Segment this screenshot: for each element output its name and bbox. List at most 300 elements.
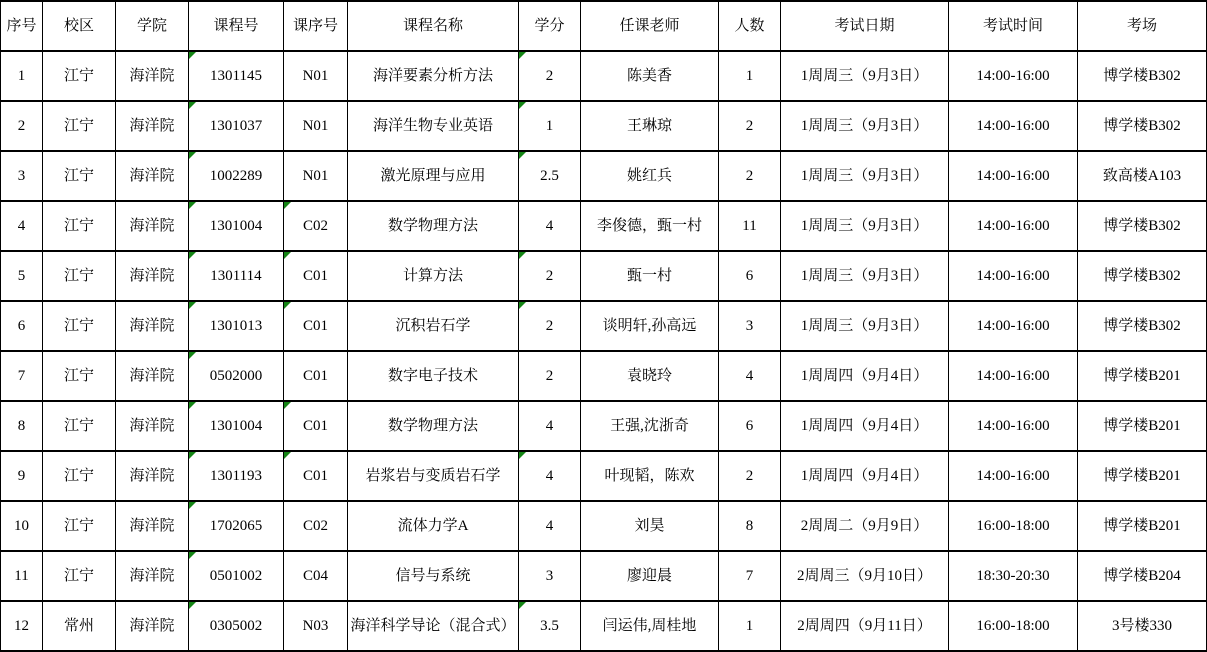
cell-course_name [348,601,519,651]
cell-college [116,451,189,501]
number-stored-as-text-indicator-icon [189,602,196,609]
cell-text-course_name: 海洋生物专业英语 [372,117,493,134]
cell-text-teacher: 王琳琼 [626,117,672,134]
cell-exam_date [781,601,949,651]
cell-exam_date [781,251,949,301]
cell-seq_no [284,501,348,551]
cell-exam_date [781,151,949,201]
cell-college [116,151,189,201]
cell-count [719,601,781,651]
cell-course_no [189,401,284,451]
column-header-course_name: 课程名称 [348,1,519,51]
cell-campus [43,201,116,251]
cell-no [1,401,43,451]
cell-text-credits: 4 [545,217,554,234]
cell-college [116,51,189,101]
cell-exam_time [949,601,1078,651]
cell-text-campus: 江宁 [63,417,94,434]
cell-text-exam_date: 2周周四（9月11日） [797,617,932,634]
cell-campus [43,351,116,401]
cell-exam_room [1078,101,1207,151]
cell-text-campus: 江宁 [63,517,94,534]
number-stored-as-text-indicator-icon [284,452,291,459]
cell-no [1,601,43,651]
cell-text-count: 2 [745,167,754,184]
table-row [1,451,1207,501]
cell-text-course_name: 海洋科学导论（混合式） [350,617,516,634]
cell-count [719,51,781,101]
cell-text-no: 10 [14,517,29,534]
cell-college [116,201,189,251]
cell-course_no [189,251,284,301]
cell-count [719,501,781,551]
cell-exam_date [781,101,949,151]
cell-text-college: 海洋院 [129,117,175,134]
cell-exam_time [949,101,1078,151]
cell-no [1,101,43,151]
cell-course_name [348,51,519,101]
number-stored-as-text-indicator-icon [519,52,526,59]
cell-exam_time [949,201,1078,251]
cell-text-course_name: 岩浆岩与变质岩石学 [365,467,501,484]
cell-text-exam_room: 博学楼B204 [1103,567,1181,584]
cell-exam_time [949,351,1078,401]
cell-campus [43,101,116,151]
cell-exam_date [781,201,949,251]
cell-exam_room [1078,551,1207,601]
cell-text-count: 1 [745,617,754,634]
cell-text-campus: 江宁 [63,567,94,584]
number-stored-as-text-indicator-icon [189,52,196,59]
cell-text-college: 海洋院 [129,417,175,434]
cell-course_name [348,401,519,451]
cell-course_name [348,101,519,151]
cell-text-no: 1 [17,67,26,84]
cell-credits [519,101,581,151]
cell-college [116,601,189,651]
cell-text-teacher: 陈美香 [626,67,672,84]
cell-text-count: 1 [745,67,754,84]
cell-teacher [581,351,719,401]
cell-text-course_no: 0305002 [209,617,263,634]
cell-text-campus: 江宁 [63,467,94,484]
number-stored-as-text-indicator-icon [284,302,291,309]
cell-text-count: 6 [745,267,754,284]
number-stored-as-text-indicator-icon [284,402,291,409]
cell-text-campus: 常州 [63,617,94,634]
cell-course_no [189,501,284,551]
cell-exam_time [949,451,1078,501]
cell-exam_date [781,51,949,101]
cell-text-campus: 江宁 [63,267,94,284]
cell-no [1,501,43,551]
cell-text-seq_no: C02 [302,217,328,234]
cell-course_no [189,551,284,601]
cell-text-count: 2 [745,467,754,484]
cell-text-college: 海洋院 [129,617,175,634]
cell-text-exam_room: 致高楼A103 [1102,167,1182,184]
cell-text-seq_no: C01 [302,417,328,434]
number-stored-as-text-indicator-icon [189,452,196,459]
number-stored-as-text-indicator-icon [519,102,526,109]
cell-text-course_no: 1301004 [209,417,263,434]
cell-text-seq_no: C01 [302,367,328,384]
cell-teacher [581,301,719,351]
cell-course_name [348,451,519,501]
cell-text-course_name: 激光原理与应用 [380,167,486,184]
cell-campus [43,51,116,101]
cell-exam_room [1078,201,1207,251]
cell-count [719,301,781,351]
cell-teacher [581,251,719,301]
number-stored-as-text-indicator-icon [519,152,526,159]
cell-text-exam_date: 1周周四（9月4日） [800,467,929,484]
cell-exam_date [781,401,949,451]
cell-seq_no [284,101,348,151]
cell-exam_time [949,551,1078,601]
cell-text-campus: 江宁 [63,217,94,234]
cell-count [719,551,781,601]
cell-text-campus: 江宁 [63,67,94,84]
cell-teacher [581,101,719,151]
cell-text-count: 3 [745,317,754,334]
table-header [1,1,1207,51]
cell-text-credits: 2 [545,267,554,284]
cell-text-seq_no: N01 [302,167,329,184]
cell-text-teacher: 闫运伟,周桂地 [602,617,697,634]
table-body [1,51,1207,651]
cell-text-course_no: 1301193 [210,467,262,484]
cell-text-credits: 3.5 [540,617,559,634]
cell-text-exam_room: 博学楼B201 [1103,367,1181,384]
cell-course_no [189,151,284,201]
cell-count [719,101,781,151]
cell-seq_no [284,601,348,651]
cell-text-exam_time: 14:00-16:00 [976,67,1050,84]
cell-text-exam_room: 博学楼B302 [1103,67,1181,84]
cell-text-credits: 3 [545,567,554,584]
table-row [1,101,1207,151]
cell-exam_time [949,51,1078,101]
cell-text-teacher: 谈明轩,孙高远 [602,317,697,334]
cell-text-course_name: 计算方法 [402,267,463,284]
cell-text-course_no: 1301013 [209,317,263,334]
cell-text-exam_date: 1周周三（9月3日） [800,267,929,284]
cell-text-exam_room: 博学楼B302 [1103,117,1181,134]
cell-college [116,351,189,401]
number-stored-as-text-indicator-icon [189,302,196,309]
cell-text-seq_no: C01 [302,467,328,484]
cell-course_name [348,351,519,401]
cell-text-exam_date: 1周周四（9月4日） [800,367,929,384]
cell-text-count: 6 [745,417,754,434]
cell-course_no [189,201,284,251]
cell-exam_time [949,151,1078,201]
cell-text-teacher: 姚红兵 [626,167,672,184]
column-header-campus: 校区 [43,1,116,51]
cell-text-no: 11 [14,567,29,584]
cell-text-teacher: 叶现韬，陈欢 [604,467,695,484]
cell-text-credits: 2 [545,367,554,384]
cell-text-exam_room: 博学楼B201 [1103,517,1181,534]
cell-text-no: 3 [17,167,26,184]
cell-text-college: 海洋院 [129,167,175,184]
number-stored-as-text-indicator-icon [519,302,526,309]
cell-text-seq_no: N01 [302,67,329,84]
cell-text-count: 7 [745,567,754,584]
cell-text-exam_time: 14:00-16:00 [976,117,1050,134]
cell-exam_room [1078,401,1207,451]
cell-text-college: 海洋院 [129,467,175,484]
cell-college [116,251,189,301]
cell-text-exam_date: 1周周四（9月4日） [800,417,929,434]
cell-campus [43,451,116,501]
cell-text-seq_no: C02 [302,517,328,534]
cell-campus [43,501,116,551]
number-stored-as-text-indicator-icon [519,452,526,459]
cell-teacher [581,501,719,551]
cell-text-exam_room: 博学楼B302 [1103,317,1181,334]
cell-college [116,501,189,551]
cell-teacher [581,451,719,501]
cell-seq_no [284,151,348,201]
number-stored-as-text-indicator-icon [284,252,291,259]
cell-credits [519,551,581,601]
cell-text-course_no: 0502000 [209,367,263,384]
cell-text-exam_date: 1周周三（9月3日） [800,67,929,84]
cell-seq_no [284,451,348,501]
cell-college [116,301,189,351]
cell-text-exam_room: 博学楼B201 [1103,467,1181,484]
cell-text-college: 海洋院 [129,567,175,584]
cell-teacher [581,51,719,101]
cell-text-credits: 1 [545,117,554,134]
cell-text-course_no: 1301114 [210,267,262,284]
cell-no [1,151,43,201]
cell-credits [519,201,581,251]
cell-text-college: 海洋院 [129,317,175,334]
header-row [1,1,1207,51]
number-stored-as-text-indicator-icon [189,252,196,259]
cell-credits [519,251,581,301]
cell-campus [43,301,116,351]
cell-text-credits: 2.5 [540,167,559,184]
cell-course_name [348,201,519,251]
cell-count [719,351,781,401]
number-stored-as-text-indicator-icon [189,402,196,409]
table-row [1,601,1207,651]
cell-text-course_name: 数字电子技术 [387,367,478,384]
cell-text-course_no: 1301004 [209,217,263,234]
cell-teacher [581,601,719,651]
table-row [1,551,1207,601]
cell-course_no [189,451,284,501]
cell-course_no [189,351,284,401]
cell-credits [519,401,581,451]
table-row [1,351,1207,401]
cell-text-no: 12 [14,617,29,634]
cell-course_name [348,301,519,351]
cell-text-exam_room: 博学楼B302 [1103,267,1181,284]
cell-text-exam_time: 14:00-16:00 [976,317,1050,334]
cell-text-count: 2 [745,117,754,134]
number-stored-as-text-indicator-icon [284,202,291,209]
cell-course_no [189,101,284,151]
cell-text-seq_no: N01 [302,117,329,134]
cell-text-no: 6 [17,317,26,334]
cell-text-exam_time: 14:00-16:00 [976,467,1050,484]
cell-text-no: 2 [17,117,26,134]
cell-text-exam_time: 14:00-16:00 [976,217,1050,234]
column-header-teacher: 任课老师 [581,1,719,51]
cell-text-seq_no: N03 [302,617,329,634]
cell-text-campus: 江宁 [63,317,94,334]
cell-course_no [189,601,284,651]
cell-no [1,301,43,351]
cell-no [1,551,43,601]
cell-text-course_no: 1002289 [209,167,263,184]
cell-text-college: 海洋院 [129,67,175,84]
cell-count [719,401,781,451]
column-header-college: 学院 [116,1,189,51]
cell-text-exam_time: 18:30-20:30 [976,567,1050,584]
cell-text-teacher: 袁晓玲 [626,367,672,384]
number-stored-as-text-indicator-icon [519,602,526,609]
cell-exam_room [1078,451,1207,501]
cell-text-course_no: 1702065 [209,517,263,534]
cell-text-teacher: 廖迎晨 [626,567,672,584]
table-row [1,501,1207,551]
cell-text-teacher: 甄一村 [626,267,672,284]
cell-text-course_name: 流体力学A [397,517,469,534]
cell-text-exam_date: 1周周三（9月3日） [800,167,929,184]
number-stored-as-text-indicator-icon [189,552,196,559]
number-stored-as-text-indicator-icon [189,352,196,359]
cell-exam_room [1078,251,1207,301]
cell-text-course_no: 0501002 [209,567,263,584]
cell-course_name [348,501,519,551]
cell-exam_time [949,401,1078,451]
cell-text-count: 8 [745,517,754,534]
cell-exam_date [781,301,949,351]
cell-seq_no [284,201,348,251]
cell-text-college: 海洋院 [129,517,175,534]
cell-campus [43,551,116,601]
cell-text-teacher: 王强,沈浙奇 [610,417,689,434]
cell-teacher [581,401,719,451]
cell-seq_no [284,401,348,451]
cell-text-teacher: 李俊德，甄一村 [596,217,702,234]
number-stored-as-text-indicator-icon [189,202,196,209]
cell-exam_date [781,501,949,551]
cell-exam_room [1078,51,1207,101]
cell-text-exam_time: 16:00-18:00 [976,517,1050,534]
cell-text-exam_time: 14:00-16:00 [976,267,1050,284]
cell-course_no [189,301,284,351]
cell-seq_no [284,351,348,401]
cell-text-course_name: 沉积岩石学 [395,317,471,334]
cell-college [116,401,189,451]
cell-credits [519,151,581,201]
cell-exam_room [1078,351,1207,401]
cell-text-exam_room: 3号楼330 [1111,617,1172,634]
cell-text-exam_room: 博学楼B302 [1103,217,1181,234]
cell-credits [519,501,581,551]
table-row [1,51,1207,101]
cell-text-credits: 4 [545,417,554,434]
cell-text-college: 海洋院 [129,217,175,234]
cell-exam_time [949,501,1078,551]
cell-credits [519,301,581,351]
cell-text-exam_date: 2周周二（9月9日） [800,517,929,534]
cell-text-seq_no: C04 [302,567,328,584]
cell-count [719,151,781,201]
cell-no [1,451,43,501]
cell-exam_room [1078,301,1207,351]
cell-text-college: 海洋院 [129,367,175,384]
cell-text-count: 11 [742,217,757,234]
table-row [1,201,1207,251]
table-row [1,251,1207,301]
cell-campus [43,601,116,651]
cell-text-teacher: 刘昊 [634,517,665,534]
cell-text-seq_no: C01 [302,317,328,334]
cell-campus [43,151,116,201]
cell-seq_no [284,51,348,101]
column-header-exam_date: 考试日期 [781,1,949,51]
cell-text-course_name: 数学物理方法 [387,217,478,234]
cell-count [719,201,781,251]
cell-text-no: 4 [17,217,26,234]
cell-text-exam_date: 1周周三（9月3日） [800,217,929,234]
cell-text-course_no: 1301037 [209,117,263,134]
cell-text-course_no: 1301145 [210,67,262,84]
cell-no [1,351,43,401]
cell-exam_date [781,451,949,501]
cell-exam_date [781,551,949,601]
cell-text-exam_date: 1周周三（9月3日） [800,317,929,334]
cell-credits [519,601,581,651]
cell-text-campus: 江宁 [63,367,94,384]
cell-text-college: 海洋院 [129,267,175,284]
column-header-no: 序号 [1,1,43,51]
cell-teacher [581,201,719,251]
cell-exam_room [1078,151,1207,201]
cell-text-no: 7 [17,367,26,384]
cell-text-credits: 4 [545,517,554,534]
cell-credits [519,351,581,401]
cell-text-exam_time: 14:00-16:00 [976,167,1050,184]
number-stored-as-text-indicator-icon [519,252,526,259]
cell-exam_time [949,301,1078,351]
cell-exam_date [781,351,949,401]
cell-course_name [348,151,519,201]
cell-exam_room [1078,601,1207,651]
cell-text-exam_time: 14:00-16:00 [976,417,1050,434]
table-row [1,401,1207,451]
cell-text-no: 9 [17,467,26,484]
cell-text-credits: 2 [545,67,554,84]
cell-no [1,51,43,101]
cell-text-exam_room: 博学楼B201 [1103,417,1181,434]
column-header-exam_time: 考试时间 [949,1,1078,51]
cell-no [1,251,43,301]
cell-text-no: 8 [17,417,26,434]
cell-text-credits: 2 [545,317,554,334]
table-row [1,301,1207,351]
table-row [1,151,1207,201]
cell-count [719,451,781,501]
